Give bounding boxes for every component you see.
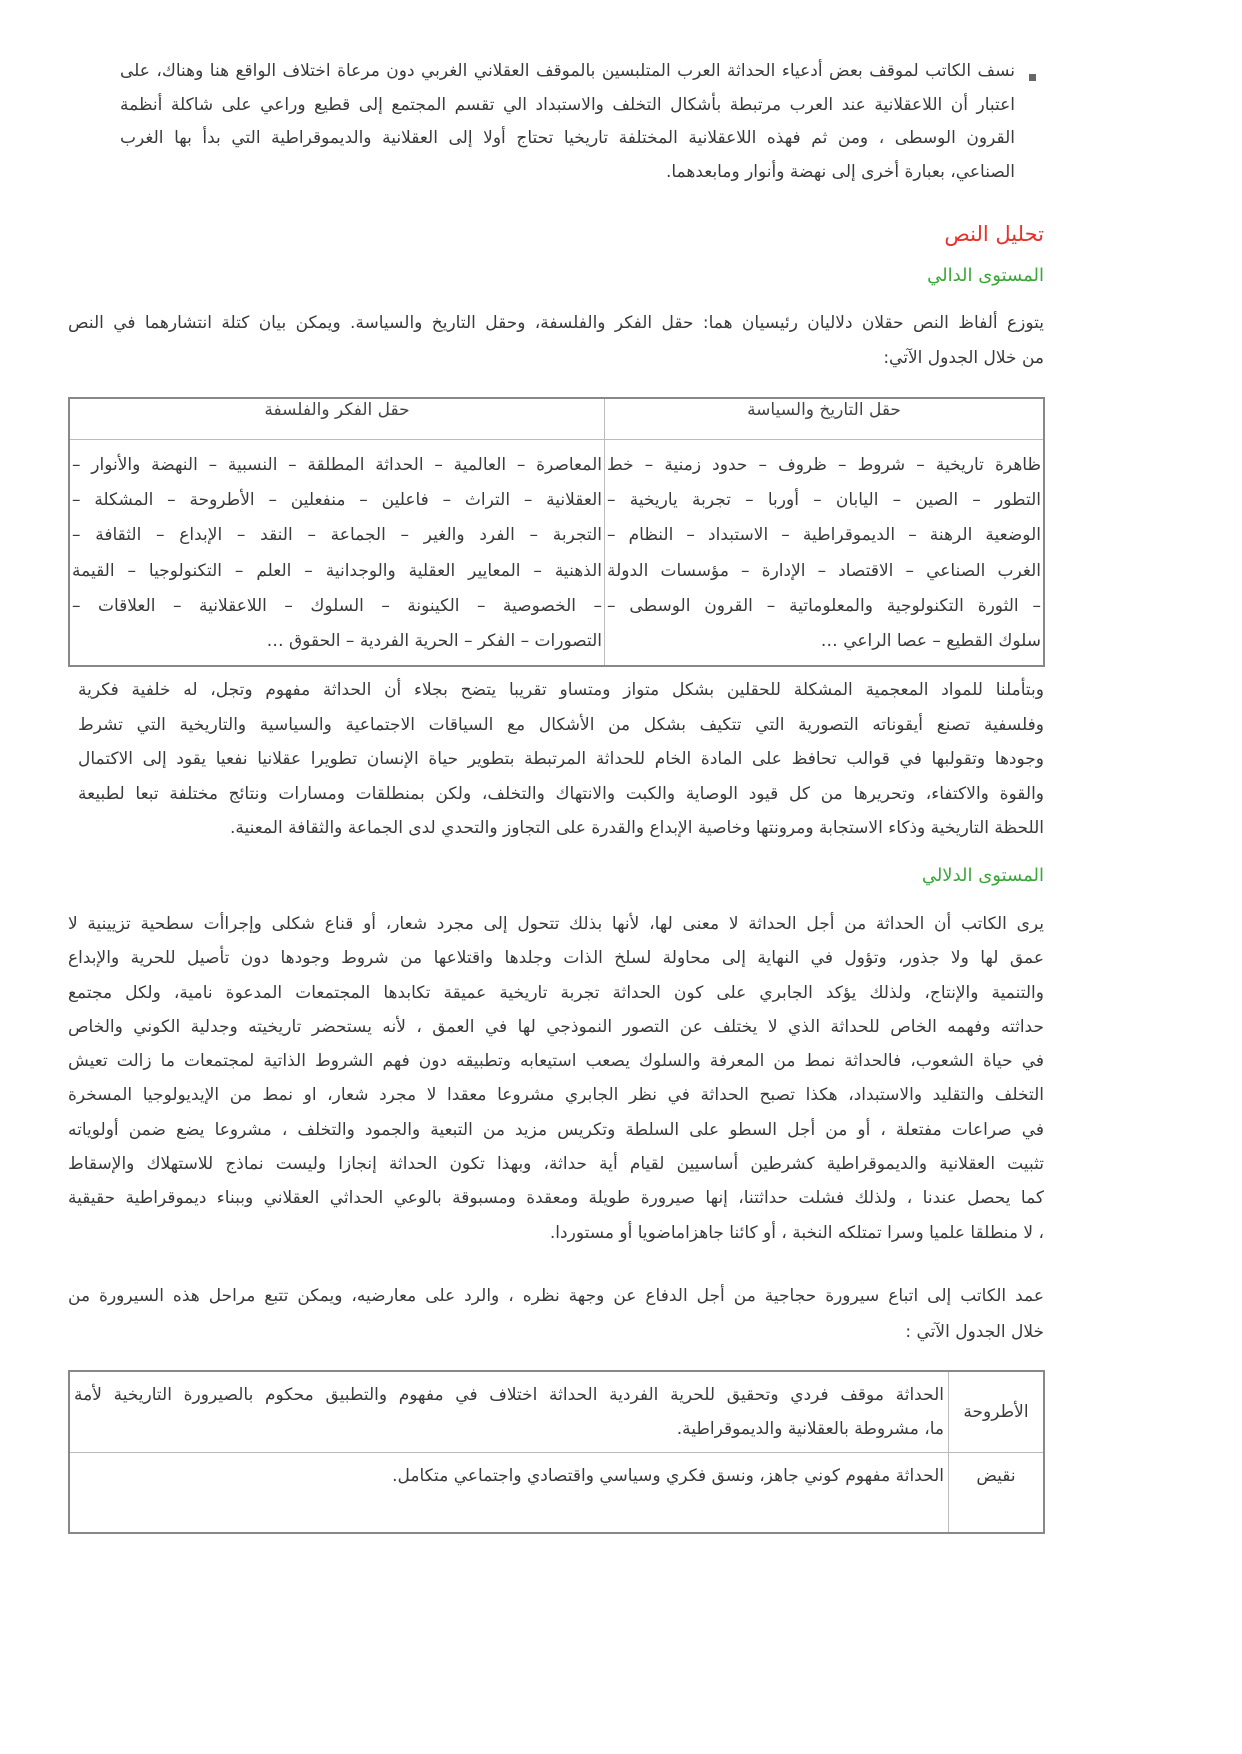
text-line: – الخصوصية – الكينونة – السلوك – اللاعقلانية – العلاقات –	[72, 595, 602, 616]
row-label-thesis: الأطروحة	[949, 1371, 1045, 1453]
text-line: يرى الكاتب أن الحداثة من أجل الحداثة لا معنى لها، لأنها بذلك تتحول إلى مجرد شعار، أو قناع شكلى وإجراأت سطحية تزيينية لا	[68, 914, 1044, 934]
argument-table	[68, 1370, 1045, 1534]
text-line: تثبيت العقلانية والديموقراطية كشرطين أساسيين لقيام أية حداثة، وبهذا تكون الحداثة إنجازا وليست نماذج للاستهلاك والإسقاط	[68, 1154, 1044, 1175]
text-line: سلوك القطيع – عصا الراعي …	[820, 631, 1041, 652]
table-header-history: حقل التاريخ والسياسة	[605, 398, 1045, 440]
text-line: ظاهرة تاريخية – شروط – ظروف – حدود زمنية – خط	[607, 455, 1041, 475]
text-line: والقوة والاكتفاء، وتحريرها من كل قيود الوصاية والكبت والانتهاك والتخلف، ولكن بمنطلقات ومسارات ونتائج مختلفة تبعا لطبيعة	[78, 783, 1044, 804]
philosophy-field-cell	[72, 448, 602, 659]
antithesis-cell	[74, 1459, 944, 1493]
text-line: يتوزع ألفاظ النص حقلان دلاليان رئيسيان هما: حقل الفكر والفلسفة، وحقل التاريخ والسياسة. ويمكن بيان كتلة انتشارهما في النص	[68, 313, 1044, 333]
text-line: في صراعات مفتعلة ، أو من أجل السطو على السلطة وتكريس مزيد من التبعية والجمود والتخلف ، مشروعا يضع ضمن أولوياته	[68, 1119, 1044, 1140]
intro-bullet-paragraph	[120, 55, 1015, 189]
level1-conclusion-paragraph	[78, 673, 1044, 846]
text-line: عمق لها ولا جذور، وتؤول في النهاية إلى محاولة لسلخ الذات وجلدها واقتلاعها من شروط وجودها دون تأصيل للحرية والإبداع	[68, 948, 1044, 969]
thesis-cell	[74, 1378, 944, 1446]
text-line: ، لا منطلقا علميا وسرا تمتلكه النخبة ، أو كائنا جاهزاماضويا أو مستوردا.	[549, 1222, 1044, 1243]
text-line: الذهنية – المعايير العقلية والوجدانية – العلم – التكنولوجيا – القيمة	[72, 560, 602, 581]
level2-body-paragraph	[68, 907, 1044, 1250]
table-row	[69, 1453, 1044, 1533]
table-row	[69, 1371, 1044, 1453]
text-line: وجودها وتقولبها في قوالب تحافظ على المادة الخام للحداثة المرتبطة بتطوير حياة الإنسان تطويرا عقلانيا نفعيا يقود إلى الاكتمال	[78, 749, 1044, 769]
level1-intro-paragraph	[68, 306, 1044, 375]
argument-intro-paragraph	[68, 1278, 1044, 1350]
text-line: وفلسفية تصنع أيقوناته التصورية التي تتكيف بشكل من الأشكال مع السياقات الاجتماعية والسياسية والتاريخية التي تشرط	[78, 714, 1044, 735]
text-line: خلال الجدول الآتي :	[905, 1322, 1044, 1342]
section-title: تحليل النص	[944, 222, 1044, 246]
text-line: وبتأملنا للمواد المعجمية المشكلة للحقلين بشكل متواز ومتساو تقريبا يتضح بجلاء أن الحداثة مفهوم وتجل، له خلفية فكرية	[78, 680, 1044, 700]
text-line: التطور – الصين – اليابان – أوربا – تجربة ياريخية –	[607, 490, 1041, 511]
text-line: الحداثة موقف فردي وتحقيق للحرية الفردية الحداثة اختلاف في مفهوم والتطبيق محكوم بالصيرورة التاريخية لأمة	[74, 1385, 944, 1405]
bullet-marker	[1029, 74, 1036, 81]
text-line: عمد الكاتب إلى اتباع سيرورة حجاجية من أجل الدفاع عن وجهة نظره ، والرد على معارضيه، ويمكن تتبع مراحل هذه السيرورة من	[68, 1286, 1044, 1306]
text-line: اعتبار أن اللاعقلانية عند العرب مرتبطة بأشكال التخلف والاستبداد الي تقسم المجتمع إلى قطيع وراعي على شاكلة أنظمة	[120, 94, 1015, 115]
text-line: – الثورة التكنولوجية والمعلوماتية – القرون الوسطى –	[607, 595, 1041, 616]
level2-title: المستوى الدلالي	[921, 865, 1044, 886]
text-line: كما يحصل عندنا ، ولذلك فشلت حداثتنا، إنها صيرورة طويلة ومعقدة ومسبوقة بالوعي الحداثي العقلاني وببناء ديموقراطية حقيقية	[68, 1188, 1044, 1209]
history-field-cell	[607, 448, 1041, 659]
text-line: من خلال الجدول الآتي:	[883, 347, 1044, 368]
text-line: الحداثة مفهوم كوني جاهز، ونسق فكري وسياسي واقتصادي واجتماعي متكامل.	[392, 1466, 944, 1486]
text-line: العقلانية – التراث – فاعلين – منفعلين – الأطروحة – المشكلة –	[72, 490, 602, 511]
text-line: الوضعية الرهنة – الديموقراطية – الاستبداد – النظام –	[607, 525, 1041, 546]
text-line: الصناعي، بعبارة أخرى إلى نهضة وأنوار ومابعدهما.	[665, 161, 1015, 182]
table-header-philosophy: حقل الفكر والفلسفة	[69, 398, 605, 440]
text-line: القرون الوسطى ، ومن ثم فهذه اللاعقلانية المختلفة تاريخيا تحتاج أولا إلى العقلانية والديموقراطية التي بدأ بها الغرب	[120, 128, 1015, 148]
semantic-fields-table	[68, 397, 1045, 667]
text-line: الغرب الصناعي – الاقتصاد – الإدارة – مؤسسات الدولة	[607, 560, 1041, 581]
text-line: اللحظة التاريخية وذكاء الاستجابة ومرونتها وخاصية الإبداع والقدرة على التجاوز والتحدي لدى الجماعة والثقافة المعنية.	[230, 818, 1044, 838]
level1-title: المستوى الدالي	[927, 265, 1044, 286]
row-label-antithesis: نقيض	[949, 1453, 1045, 1533]
text-line: في حياة الشعوب، فالحداثة نمط من المعرفة والسلوك يصعب استيعابه وتطبيقه دون فهم الشروط الذاتية لمجتمعات ما زالت تعيش	[68, 1051, 1044, 1072]
text-line: والتنمية والإنتاج، ولذلك يؤكد الجابري على كون الحداثة تجربة تاريخية عميقة تكابدها المجتمعات المدعوة نامية، ولكل مجتمع	[68, 982, 1044, 1003]
text-line: التجربة – الفرد والغير – الجماعة – النقد – الإبداع – الثقافة –	[72, 525, 602, 546]
text-line: حداثته وفهمه الخاص للحداثة الذي لا يختلف عن التصور النموذجي لها في العمق ، لأنه يستحضر تاريخيته وجدلية الكوني والخاص	[68, 1016, 1044, 1037]
text-line: نسف الكاتب لموقف بعض أدعياء الحداثة العرب المتلبسين بالموقف العقلاني الغربي دون مرعاة اختلاف الواقع هنا وهناك، على	[120, 61, 1015, 81]
text-line: التخلف والتقليد والاستبداد، هكذا تصبح الحداثة في نظر الجابري مشروعا معقدا لا مجرد شعار، او نمط من الإيديولوجيا المسخرة	[68, 1085, 1044, 1106]
text-line: التصورات – الفكر – الحرية الفردية – الحقوق …	[266, 631, 602, 652]
text-line: ما، مشروطة بالعقلانية والديموقراطية.	[676, 1419, 944, 1439]
text-line: المعاصرة – العالمية – الحداثة المطلقة – النسبية – النهضة والأنوار –	[72, 455, 602, 475]
